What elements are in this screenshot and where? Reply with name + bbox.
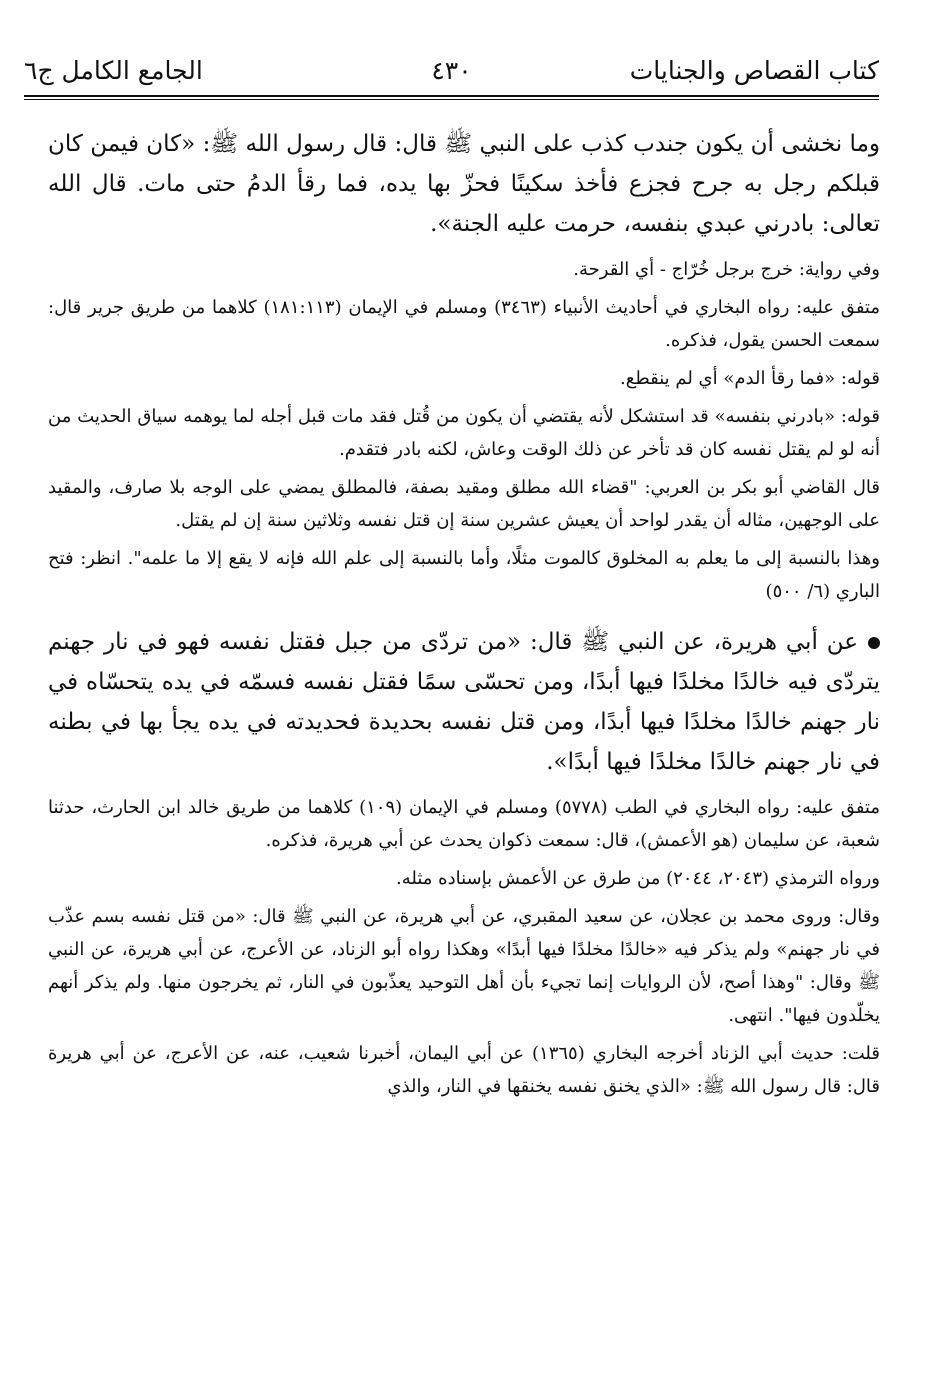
takhrij-paragraph: متفق عليه: رواه البخاري في أحاديث الأنبياء (٣٤٦٣) ومسلم في الإيمان (١٨١:١١٣) كلاهما من طريق جرير قال: سمعت الحسن يقول، فذكره.	[48, 297, 880, 351]
page-body	[48, 124, 880, 1374]
bullet-icon	[868, 637, 880, 649]
header-rule	[24, 95, 879, 97]
series-title: الجامع الكامل ج٦	[24, 56, 203, 85]
explanation-paragraph: قوله: «بادرني بنفسه» قد استشكل لأنه يقتضي أن يكون من قُتل فقد مات قبل أجله لما يوهمه سياق الحديث من أنه لو لم يقتل نفسه كان قد تأخر عن ذلك الوقت وعاش، لكنه بادر فتقدم.	[48, 406, 880, 460]
hadith-text: عن أبي هريرة، عن النبي ﷺ قال: «من تردّى من جبل فقتل نفسه فهو في نار جهنم يتردّى فيه خالدًا مخلدًا فيها أبدًا، ومن تحسّى سمًا فقتل نفسه فسمّه في يده يتحسّاه في نار جهنم خالدًا مخلدًا فيها أبدًا، ومن قتل نفسه بحديدة فحديدته في يده يجأ بها في بطنه في نار جهنم خالدًا مخلدًا فيها أبدًا».	[48, 629, 880, 775]
header-rule-thin	[24, 99, 879, 100]
quote-paragraph: قال القاضي أبو بكر بن العربي: "قضاء الله مطلق ومقيد بصفة، فالمطلق يمضي على الوجه بلا صارف، والمقيد على الوجهين، مثاله أن يقدر لواحد أن يعيش عشرين سنة إن قتل نفسه وثلاثين سنة إن لم يقتل.	[48, 477, 880, 531]
takhrij-paragraph: متفق عليه: رواه البخاري في الطب (٥٧٧٨) ومسلم في الإيمان (١٠٩) كلاهما من طريق خالد ابن الحارث، حدثنا شعبة، عن سليمان (هو الأعمش)، قال: سمعت ذكوان يحدث عن أبي هريرة، فذكره.	[48, 797, 880, 851]
page-number: ٤٣٠	[431, 56, 472, 85]
hadith-paragraph: وما نخشى أن يكون جندب كذب على النبي ﷺ قال: قال رسول الله ﷺ: «كان فيمن كان قبلكم رجل به جرح فجزع فأخذ سكينًا فحزّ بها يده، فما رقأ الدمُ حتى مات. قال الله تعالى: بادرني عبدي بنفسه، حرمت عليه الجنة».	[48, 131, 880, 237]
page-header	[24, 44, 879, 94]
quote-paragraph: وهذا بالنسبة إلى ما يعلم به المخلوق كالموت مثلًا، وأما بالنسبة إلى علم الله فإنه لا يقع إلا ما علمه". انظر: فتح الباري (٦/ ٥٠٠)	[48, 548, 880, 602]
commentary-paragraph: وقال: وروى محمد بن عجلان، عن سعيد المقبري، عن أبي هريرة، عن النبي ﷺ قال: «من قتل نفسه بسم عذّب في نار جهنم» ولم يذكر فيه «خالدًا مخلدًا فيها أبدًا» وهكذا رواه أبو الزناد، عن الأعرج، عن أبي هريرة، عن النبي ﷺ وقال: "وهذا أصح، لأن الروايات إنما تجيء بأن أهل التوحيد يعذّبون في النار، ثم يخرجون منها. ولم يذكر أنهم يخلّدون فيها". انتهى.	[48, 906, 880, 1026]
hadith-paragraph	[48, 622, 880, 782]
takhrij-paragraph: ورواه الترمذي (٢٠٤٣، ٢٠٤٤) من طرق عن الأعمش بإسناده مثله.	[396, 868, 880, 889]
book-title: كتاب القصاص والجنايات	[629, 56, 879, 85]
explanation-paragraph: قوله: «فما رقأ الدم» أي لم ينقطع.	[620, 368, 880, 389]
commentary-paragraph: قلت: حديث أبي الزناد أخرجه البخاري (١٣٦٥) عن أبي اليمان، أخبرنا شعيب، عنه، عن الأعرج، عن أبي هريرة قال: قال رسول الله ﷺ: «الذي يخنق نفسه يخنقها في النار، والذي	[48, 1043, 880, 1097]
narration-note: وفي رواية: خرج برجل خُرّاج - أي القرحة.	[573, 259, 880, 280]
